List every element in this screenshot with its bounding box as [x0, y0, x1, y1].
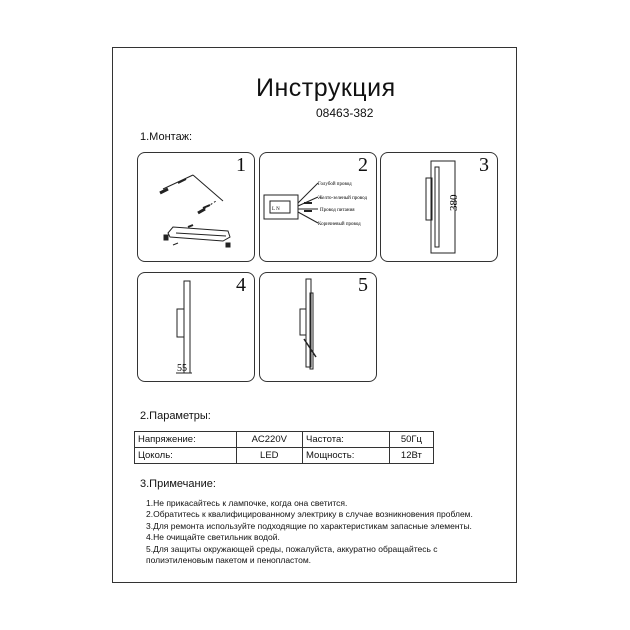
- table-row: [135, 432, 434, 448]
- param-label: Мощность:: [303, 448, 390, 464]
- mount-step-5-panel: [259, 272, 377, 382]
- list-item: 3.Для ремонта используйте подходящие по характеристикам запасные элементы.: [146, 520, 472, 531]
- height-dimension: 380: [448, 194, 460, 211]
- param-value: AC220V: [236, 432, 302, 448]
- mount-step-3-panel: [380, 152, 498, 262]
- table-row: [135, 448, 434, 464]
- driver-terminal-label: L N: [272, 207, 280, 212]
- section-params-heading: 2.Параметры:: [140, 410, 211, 422]
- page-title: Инструкция: [256, 74, 396, 102]
- step-number: 5: [358, 274, 368, 296]
- list-item: 2.Обратитесь к квалифицированному электрику в случае возникновения проблем.: [146, 509, 473, 520]
- section-notes-heading: 3.Примечание:: [140, 478, 216, 490]
- list-item: 1.Не прикасайтесь к лампочке, когда она светится.: [146, 498, 348, 508]
- wire-label-yellow-green: Желто-зеленый провод: [318, 196, 367, 201]
- section-mount-heading: 1.Монтаж:: [140, 131, 193, 143]
- list-item: 5.Для защиты окружающей среды, пожалуйста, аккуратно обращайтесь с: [146, 543, 438, 554]
- mount-step-4-panel: [137, 272, 255, 382]
- step-number: 4: [236, 274, 246, 296]
- param-label: Частота:: [303, 432, 390, 448]
- params-table: [134, 431, 434, 464]
- list-item: полиэтиленовым пакетом и пенопластом.: [146, 555, 312, 566]
- step-number: 1: [236, 154, 246, 176]
- product-code: 08463-382: [316, 106, 374, 120]
- param-value: LED: [236, 448, 302, 464]
- param-label: Цоколь:: [135, 448, 237, 464]
- notes-list: [146, 498, 473, 566]
- step-number: 3: [479, 154, 489, 176]
- mount-step-2-panel: [259, 152, 377, 262]
- param-label: Напряжение:: [135, 432, 237, 448]
- param-value: 12Вт: [389, 448, 433, 464]
- wire-label-brown: Коричневый провод: [318, 222, 361, 227]
- wire-label-blue: Голубой провод: [318, 182, 352, 187]
- list-item: 4.Не очищайте светильник водой.: [146, 532, 280, 543]
- param-value: 50Гц: [389, 432, 433, 448]
- wire-label-power: Провод питания: [320, 208, 355, 213]
- depth-dimension: 55: [177, 363, 187, 374]
- step-number: 2: [358, 154, 368, 176]
- mount-step-1-panel: [137, 152, 255, 262]
